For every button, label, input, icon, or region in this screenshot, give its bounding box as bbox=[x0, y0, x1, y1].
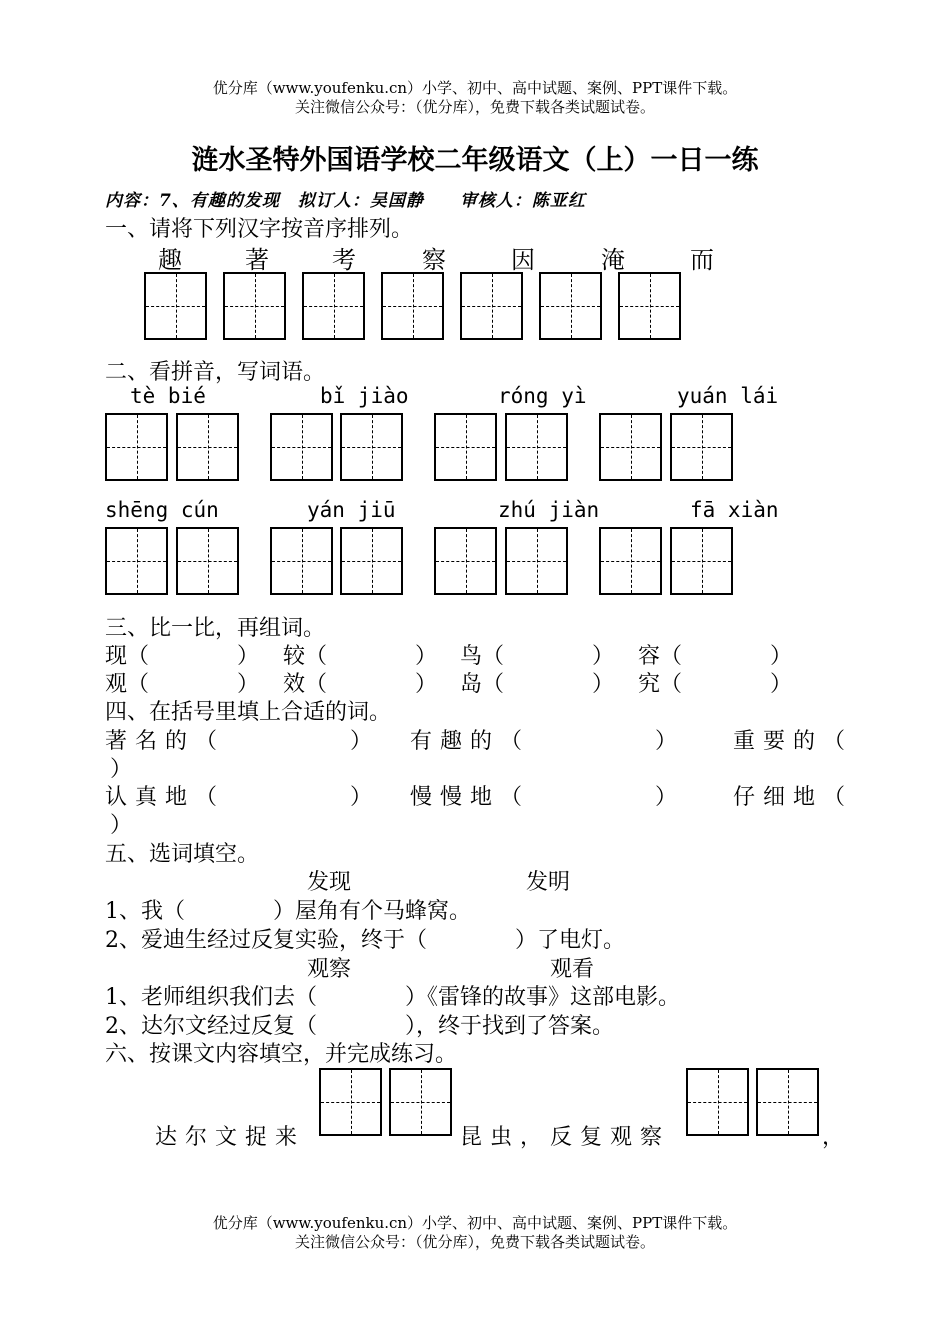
writing-box[interactable] bbox=[270, 527, 333, 595]
writing-box[interactable] bbox=[670, 413, 733, 481]
char-7: 而 bbox=[690, 246, 714, 274]
word-option: 发明 bbox=[526, 870, 571, 895]
fill-item: 有趣的（ bbox=[410, 729, 531, 754]
char-4: 察 bbox=[422, 246, 446, 274]
question-2: 2、爱迪生经过反复实验，终于（ ）了电灯。 bbox=[105, 928, 625, 953]
word-option: 观看 bbox=[550, 957, 595, 982]
char-2: 著 bbox=[245, 246, 269, 274]
writing-box[interactable] bbox=[756, 1068, 819, 1136]
writing-box[interactable] bbox=[389, 1068, 452, 1136]
pinyin-5: shēng cún bbox=[105, 498, 219, 522]
writing-box[interactable] bbox=[505, 413, 568, 481]
writing-box[interactable] bbox=[319, 1068, 382, 1136]
writing-box[interactable] bbox=[105, 527, 168, 595]
fill-bracket-close: ） bbox=[350, 729, 373, 754]
fill-bracket-close: ） bbox=[110, 757, 133, 782]
pinyin-3: róng yì bbox=[498, 384, 587, 408]
writing-box[interactable] bbox=[105, 413, 168, 481]
fill-item: 重要的（ bbox=[733, 729, 854, 754]
sentence-part-3: ， bbox=[822, 1125, 845, 1150]
pinyin-8: fā xiàn bbox=[690, 498, 779, 522]
writing-box[interactable] bbox=[686, 1068, 749, 1136]
compare-item: 观（ ） bbox=[105, 672, 260, 697]
char-3: 考 bbox=[332, 246, 356, 274]
pinyin-2: bǐ jiào bbox=[320, 384, 409, 408]
section-3-heading: 三、比一比，再组词。 bbox=[105, 616, 326, 641]
header-line-2: 关注微信公众号：（优分库），免费下载各类试题试卷。 bbox=[294, 98, 655, 116]
writing-box[interactable] bbox=[599, 413, 662, 481]
question-4: 2、达尔文经过反复（ ），终于找到了答案。 bbox=[105, 1014, 614, 1039]
fill-item: 慢慢地（ bbox=[410, 785, 531, 810]
writing-box[interactable] bbox=[176, 413, 239, 481]
compare-item: 鸟（ ） bbox=[460, 644, 615, 669]
section-2-heading: 二、看拼音，写词语。 bbox=[105, 360, 326, 385]
writing-box[interactable] bbox=[670, 527, 733, 595]
writing-box[interactable] bbox=[302, 272, 365, 340]
footer-line-2: 关注微信公众号：（优分库），免费下载各类试题试卷。 bbox=[294, 1233, 655, 1251]
compare-item: 岛（ ） bbox=[460, 672, 615, 697]
char-1: 趣 bbox=[158, 246, 182, 274]
compare-item: 容（ ） bbox=[638, 644, 793, 669]
compare-item: 究（ ） bbox=[638, 672, 793, 697]
compare-item: 效（ ） bbox=[283, 672, 438, 697]
header-line-1: 优分库（www.youfenku.cn）小学、初中、高中试题、案例、PPT课件下载。 bbox=[212, 79, 738, 97]
sentence-part-1: 达尔文捉来 bbox=[155, 1125, 306, 1150]
section-6-heading: 六、按课文内容填空，并完成练习。 bbox=[105, 1042, 458, 1067]
word-option: 观察 bbox=[307, 957, 352, 982]
writing-box[interactable] bbox=[223, 272, 286, 340]
meta-info: 内容：7、有趣的发现 拟订人：吴国静 审核人：陈亚红 bbox=[105, 191, 586, 211]
writing-box[interactable] bbox=[460, 272, 523, 340]
writing-box[interactable] bbox=[144, 272, 207, 340]
pinyin-7: zhú jiàn bbox=[498, 498, 600, 522]
compare-item: 较（ ） bbox=[283, 644, 438, 669]
char-5: 因 bbox=[511, 246, 535, 274]
section-5-heading: 五、选词填空。 bbox=[105, 842, 260, 867]
fill-item: 著名的（ bbox=[105, 729, 226, 754]
section-4-heading: 四、在括号里填上合适的词。 bbox=[105, 700, 392, 725]
fill-item: 认真地（ bbox=[105, 785, 226, 810]
compare-item: 现（ ） bbox=[105, 644, 260, 669]
char-6: 淹 bbox=[601, 246, 625, 274]
fill-bracket-close: ） bbox=[655, 729, 678, 754]
pinyin-6: yán jiū bbox=[307, 498, 396, 522]
writing-box[interactable] bbox=[539, 272, 602, 340]
writing-box[interactable] bbox=[381, 272, 444, 340]
writing-box[interactable] bbox=[618, 272, 681, 340]
fill-bracket-close: ） bbox=[110, 813, 133, 838]
writing-box[interactable] bbox=[340, 413, 403, 481]
writing-box[interactable] bbox=[505, 527, 568, 595]
writing-box[interactable] bbox=[599, 527, 662, 595]
writing-box[interactable] bbox=[270, 413, 333, 481]
writing-box[interactable] bbox=[176, 527, 239, 595]
writing-box[interactable] bbox=[434, 527, 497, 595]
writing-box[interactable] bbox=[340, 527, 403, 595]
fill-bracket-close: ） bbox=[350, 785, 373, 810]
footer-line-1: 优分库（www.youfenku.cn）小学、初中、高中试题、案例、PPT课件下载。 bbox=[212, 1214, 738, 1232]
fill-bracket-close: ） bbox=[655, 785, 678, 810]
question-1: 1、我（ ）屋角有个马蜂窝。 bbox=[105, 899, 471, 924]
sentence-part-2: 昆虫，反复观察 bbox=[460, 1125, 671, 1150]
page-title: 涟水圣特外国语学校二年级语文（上）一日一练 bbox=[191, 145, 759, 176]
word-option: 发现 bbox=[307, 870, 352, 895]
pinyin-4: yuán lái bbox=[677, 384, 779, 408]
fill-item: 仔细地（ bbox=[733, 785, 854, 810]
question-3: 1、老师组织我们去（ ）《雷锋的故事》这部电影。 bbox=[105, 985, 680, 1010]
pinyin-1: tè bié bbox=[130, 384, 206, 408]
section-1-heading: 一、请将下列汉字按音序排列。 bbox=[105, 217, 414, 242]
writing-box[interactable] bbox=[434, 413, 497, 481]
